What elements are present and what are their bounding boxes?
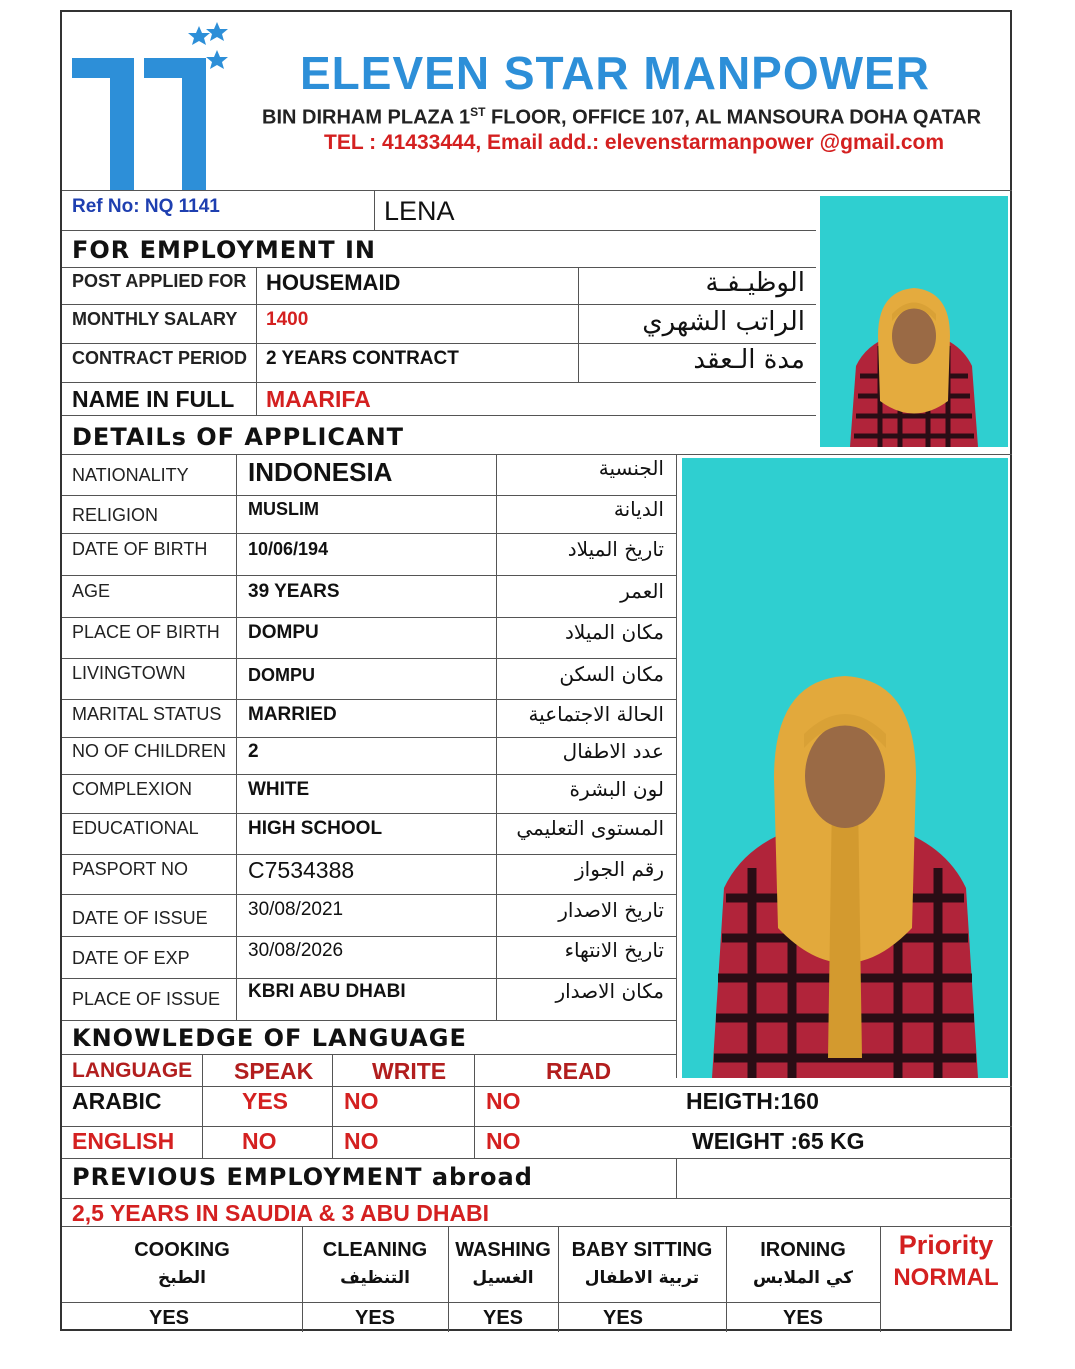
skill-ironing-value: YES [782,1307,824,1329]
applicant-short-name: LENA [384,196,455,226]
dob-value: 10/06/194 [248,539,329,559]
skill-cooking-value: YES [148,1307,190,1329]
skill-washing-label: WASHING [455,1239,551,1261]
skill-ironing-arabic: كي الملابس [753,1268,853,1288]
priority-value: NORMAL [893,1264,999,1291]
monthly-salary-label: MONTHLY SALARY [72,309,238,329]
arabic-write: NO [344,1088,379,1114]
post-applied-label: POST APPLIED FOR [72,271,247,291]
skill-washing-value: YES [482,1307,524,1329]
place-of-issue-value: KBRI ABU DHABI [248,981,406,1002]
logo-text [232,20,233,21]
marital-status-arabic: الحالة الاجتماعية [528,702,664,726]
contract-period-arabic: مدة الـعقد [693,345,805,375]
previous-employment-title: PREVIOUS EMPLOYMENT abroad [72,1163,533,1191]
ref-number [72,197,220,216]
skill-cleaning-value: YES [354,1307,396,1329]
company-logo [72,20,232,190]
issue-date-label: DATE OF ISSUE [72,908,208,928]
skill-cleaning-label: CLEANING [322,1239,428,1261]
children-value: 2 [248,741,259,762]
expiry-date-value: 30/08/2026 [248,940,344,961]
issue-date-arabic: تاريخ الاصدار [558,898,664,922]
education-arabic: المستوى التعليمي [516,816,664,840]
passport-value: C7534388 [248,857,355,883]
contract-period-value: 2 YEARS CONTRACT [266,348,459,369]
complexion-label: COMPLEXION [72,779,193,799]
full-name-value: MAARIFA [266,386,371,412]
language-header: LANGUAGE [72,1059,193,1082]
monthly-salary-arabic: الراتب الشهري [642,307,805,337]
post-applied-value: HOUSEMAID [266,270,401,295]
place-of-issue-arabic: مكان الاصدار [555,979,664,1003]
post-applied-arabic: الوظيـفـة [705,268,805,298]
religion-value: MUSLIM [248,499,319,519]
ref-value: NQ 1141 [144,196,220,217]
education-value: HIGH SCHOOL [248,818,383,839]
arabic-language: ARABIC [72,1088,162,1114]
nationality-value: INDONESIA [248,457,393,487]
address-part-1: BIN DIRHAM PLAZA 1 [262,106,471,129]
nationality-arabic: الجنسية [598,456,664,480]
arabic-read: NO [486,1088,521,1114]
arabic-speak: YES [242,1088,289,1114]
complexion-arabic: لون البشرة [569,777,664,801]
expiry-date-arabic: تاريخ الانتهاء [564,938,664,962]
details-section-title: DETAILs OF APPLICANT [72,423,405,451]
expiry-date-label: DATE OF EXP [72,948,190,968]
dob-label: DATE OF BIRTH [72,539,208,559]
passport-label: PASPORT NO [72,859,189,879]
marital-status-label: MARITAL STATUS [72,704,222,724]
complexion-value: WHITE [248,779,310,800]
applicant-photo-large [682,458,1008,1078]
previous-employment-value: 2,5 YEARS IN SAUDIA & 3 ABU DHABI [72,1200,490,1226]
priority-label: Priority [898,1230,994,1260]
place-of-birth-label: PLACE OF BIRTH [72,622,220,642]
skill-cooking-arabic: الطبخ [158,1268,206,1288]
religion-label: RELIGION [72,505,159,525]
write-header: WRITE [372,1058,447,1084]
language-section-title: KNOWLEDGE OF LANGUAGE [72,1024,467,1052]
education-label: EDUCATIONAL [72,818,199,838]
monthly-salary-value: 1400 [266,309,309,330]
age-value: 39 YEARS [248,581,340,602]
english-speak: NO [242,1128,277,1154]
english-write: NO [344,1128,379,1154]
place-of-birth-value: DOMPU [248,622,319,643]
full-name-label: NAME IN FULL [72,386,235,412]
passport-arabic: رقم الجواز [575,857,664,881]
weight-value: WEIGHT :65 KG [692,1128,865,1154]
children-label: NO OF CHILDREN [72,741,227,761]
skill-baby-sitting-value: YES [602,1307,644,1329]
living-town-value: DOMPU [248,665,315,685]
place-of-issue-label: PLACE OF ISSUE [72,989,221,1009]
skill-cooking-label: COOKING [134,1239,230,1261]
religion-arabic: الديانة [613,497,664,521]
skill-cleaning-arabic: التنظيف [340,1268,410,1288]
speak-header: SPEAK [234,1058,314,1084]
address-superscript: ST [470,105,486,119]
address-part-2: FLOOR, OFFICE 107, AL MANSOURA DOHA QATAR [485,106,982,129]
skill-washing-arabic: الغسيل [472,1268,534,1288]
living-town-label: LIVINGTOWN [72,663,186,683]
applicant-photo-small [820,196,1008,447]
contract-period-label: CONTRACT PERIOD [72,348,247,368]
age-arabic: العمر [620,579,664,603]
application-sheet [60,10,1012,1331]
skill-ironing-label: IRONING [760,1239,846,1261]
dob-arabic: تاريخ الميلاد [567,537,664,561]
nationality-label: NATIONALITY [72,465,189,485]
issue-date-value: 30/08/2021 [248,899,344,920]
marital-status-value: MARRIED [248,704,337,725]
living-town-arabic: مكان السكن [559,662,664,686]
english-language: ENGLISH [72,1128,175,1154]
children-arabic: عدد الاطفال [562,739,664,763]
ref-label: Ref No: [72,196,140,217]
company-contact: TEL : 41433444, Email add.: elevenstarmanpower @gmail.com [324,131,945,154]
skill-baby-sitting-label: BABY SITTING [571,1239,713,1261]
english-read: NO [486,1128,521,1154]
employment-section-title: FOR EMPLOYMENT IN [72,236,376,264]
height-value: HEIGTH:160 [686,1088,819,1114]
company-address [262,106,981,128]
read-header: READ [546,1058,612,1084]
company-name: ELEVEN STAR MANPOWER [300,47,930,99]
place-of-birth-arabic: مكان الميلاد [565,620,664,644]
age-label: AGE [72,581,111,601]
skill-baby-sitting-arabic: تربية الاطفال [584,1268,700,1288]
